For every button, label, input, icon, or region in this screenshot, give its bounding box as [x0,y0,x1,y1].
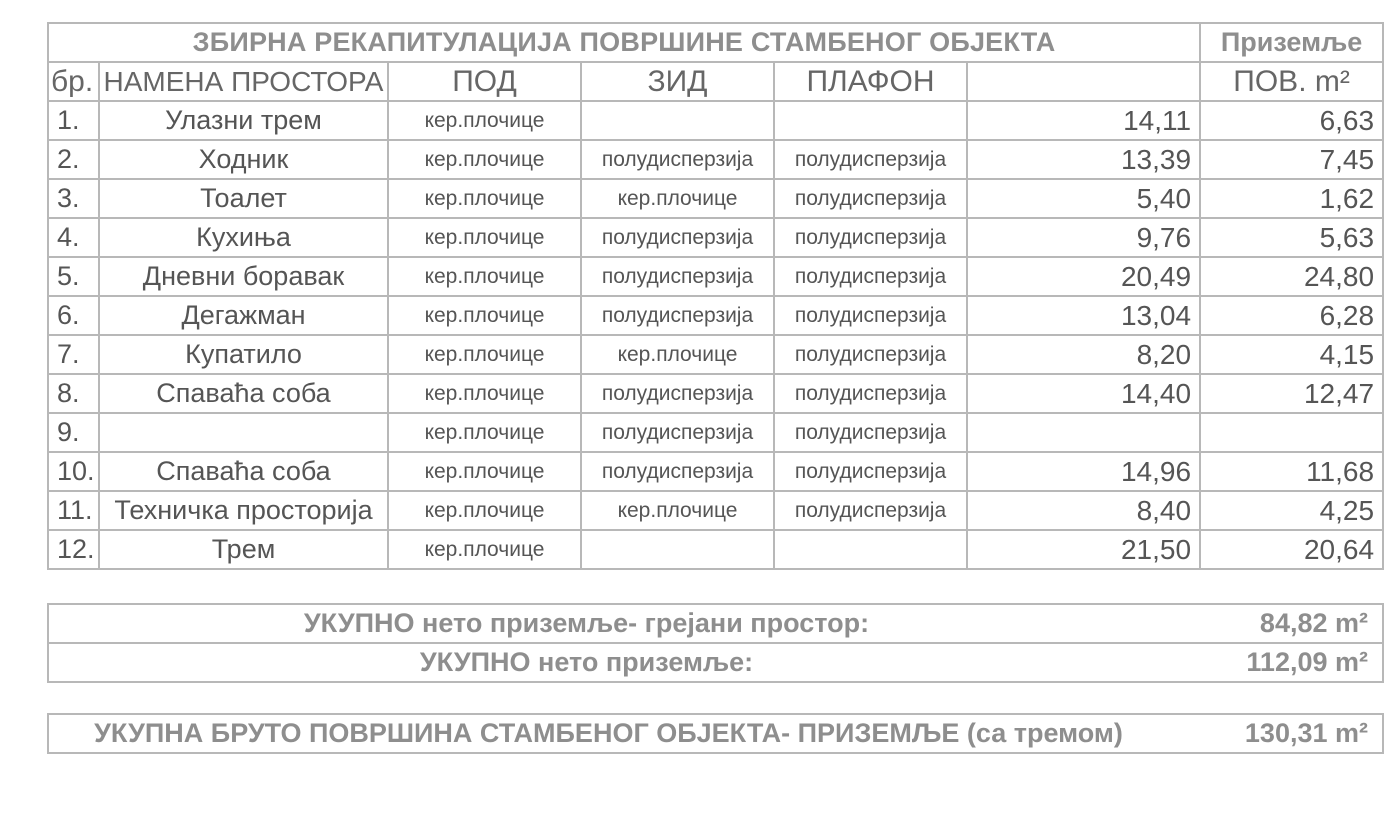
ceiling-finish: полудисперзија [774,491,967,530]
area-value: 6,63 [1200,101,1383,140]
wall-finish: кер.плочице [581,179,774,218]
table-row [48,452,1383,491]
perimeter-value: 5,40 [967,179,1200,218]
row-number: 10. [48,452,99,491]
table-row [48,257,1383,296]
room-name: Спаваћа соба [99,374,388,413]
header-ceiling: ПЛАФОН [774,62,967,101]
table-title: ЗБИРНА РЕКАПИТУЛАЦИЈА ПОВРШИНЕ СТАМБЕНОГ ОБЈЕКТА [48,23,1200,62]
row-number: 8. [48,374,99,413]
row-number: 9. [48,413,99,452]
wall-finish: полудисперзија [581,296,774,335]
wall-finish: полудисперзија [581,413,774,452]
ceiling-finish: полудисперзија [774,218,967,257]
heated-total-row [48,604,1383,643]
floor-finish: кер.плочице [388,374,581,413]
totals-table [47,603,1384,683]
table-row [48,296,1383,335]
ceiling-finish: полудисперзија [774,296,967,335]
perimeter-value: 14,11 [967,101,1200,140]
header-floor: ПОД [388,62,581,101]
table-title-row [48,23,1383,62]
net-total-value: 112,09 m² [1148,643,1383,682]
ceiling-finish: полудисперзија [774,335,967,374]
row-number: 4. [48,218,99,257]
table-row [48,413,1383,452]
area-value: 24,80 [1200,257,1383,296]
table-row [48,374,1383,413]
heated-total-label [48,604,1148,643]
perimeter-value: 8,20 [967,335,1200,374]
room-name: Техничка просторија [99,491,388,530]
floor-finish: кер.плочице [388,452,581,491]
wall-finish: полудисперзија [581,218,774,257]
room-name: Ходник [99,140,388,179]
room-name: Спаваћа соба [99,452,388,491]
header-wall: ЗИД [581,62,774,101]
area-value: 7,45 [1200,140,1383,179]
net-total-label [48,643,1148,682]
table-row [48,140,1383,179]
header-perimeter [967,62,1200,101]
room-name: Улазни трем [99,101,388,140]
wall-finish [581,530,774,569]
area-recap-table [47,22,1384,570]
row-number: 3. [48,179,99,218]
row-number: 7. [48,335,99,374]
floor-finish: кер.плочице [388,140,581,179]
perimeter-value: 14,96 [967,452,1200,491]
table-row [48,218,1383,257]
area-value: 20,64 [1200,530,1383,569]
floor-finish: кер.плочице [388,335,581,374]
row-number: 5. [48,257,99,296]
floor-name: Приземље [1200,23,1383,62]
floor-finish: кер.плочице [388,179,581,218]
ceiling-finish: полудисперзија [774,140,967,179]
perimeter-value: 14,40 [967,374,1200,413]
area-value: 5,63 [1200,218,1383,257]
area-value: 4,25 [1200,491,1383,530]
ceiling-finish [774,101,967,140]
area-value: 4,15 [1200,335,1383,374]
floor-finish: кер.плочице [388,296,581,335]
wall-finish: полудисперзија [581,140,774,179]
table-row [48,335,1383,374]
table-row [48,101,1383,140]
header-purpose: НАМЕНА ПРОСТОРА [99,62,388,101]
wall-finish: полудисперзија [581,452,774,491]
wall-finish: кер.плочице [581,491,774,530]
wall-finish: полудисперзија [581,374,774,413]
area-value [1200,413,1383,452]
ceiling-finish [774,530,967,569]
table-row [48,179,1383,218]
floor-finish: кер.плочице [388,413,581,452]
header-row [48,62,1383,101]
row-number: 6. [48,296,99,335]
floor-finish: кер.плочице [388,257,581,296]
ceiling-finish: полудисперзија [774,452,967,491]
heated-total-value: 84,82 m² [1148,604,1383,643]
heated-total-label-text: УКУПНО нето приземље- грејани простор: [303,608,870,638]
room-name: Тоалет [99,179,388,218]
wall-finish: кер.плочице [581,335,774,374]
perimeter-value: 21,50 [967,530,1200,569]
floor-finish: кер.плочице [388,101,581,140]
perimeter-value: 9,76 [967,218,1200,257]
grand-total-table [47,713,1384,754]
room-name: Кухиња [99,218,388,257]
table-row [48,530,1383,569]
grand-total-label: УКУПНА БРУТО ПОВРШИНА СТАМБЕНОГ ОБЈЕКТА- ПРИЗЕМЉЕ (са тремом) [48,714,1168,753]
wall-finish [581,101,774,140]
ceiling-finish: полудисперзија [774,374,967,413]
table-row [48,491,1383,530]
table-body [48,101,1383,569]
grand-total-value: 130,31 m² [1168,714,1383,753]
floor-finish: кер.плочице [388,491,581,530]
perimeter-value [967,413,1200,452]
perimeter-value: 20,49 [967,257,1200,296]
ceiling-finish: полудисперзија [774,413,967,452]
header-area: ПОВ. m² [1200,62,1383,101]
perimeter-value: 13,39 [967,140,1200,179]
floor-finish: кер.плочице [388,218,581,257]
row-number: 2. [48,140,99,179]
floor-finish: кер.плочице [388,530,581,569]
net-total-label-text: УКУПНО нето приземље: [419,647,754,677]
header-no: бр. [48,62,99,101]
wall-finish: полудисперзија [581,257,774,296]
room-name: Дневни боравак [99,257,388,296]
room-name: Трем [99,530,388,569]
room-name: Дегажман [99,296,388,335]
grand-total-row [48,714,1383,753]
area-value: 6,28 [1200,296,1383,335]
row-number: 11. [48,491,99,530]
row-number: 1. [48,101,99,140]
row-number: 12. [48,530,99,569]
perimeter-value: 13,04 [967,296,1200,335]
room-name [99,413,388,452]
ceiling-finish: полудисперзија [774,179,967,218]
room-name: Купатило [99,335,388,374]
area-value: 1,62 [1200,179,1383,218]
area-value: 11,68 [1200,452,1383,491]
perimeter-value: 8,40 [967,491,1200,530]
ceiling-finish: полудисперзија [774,257,967,296]
net-total-row [48,643,1383,682]
area-value: 12,47 [1200,374,1383,413]
